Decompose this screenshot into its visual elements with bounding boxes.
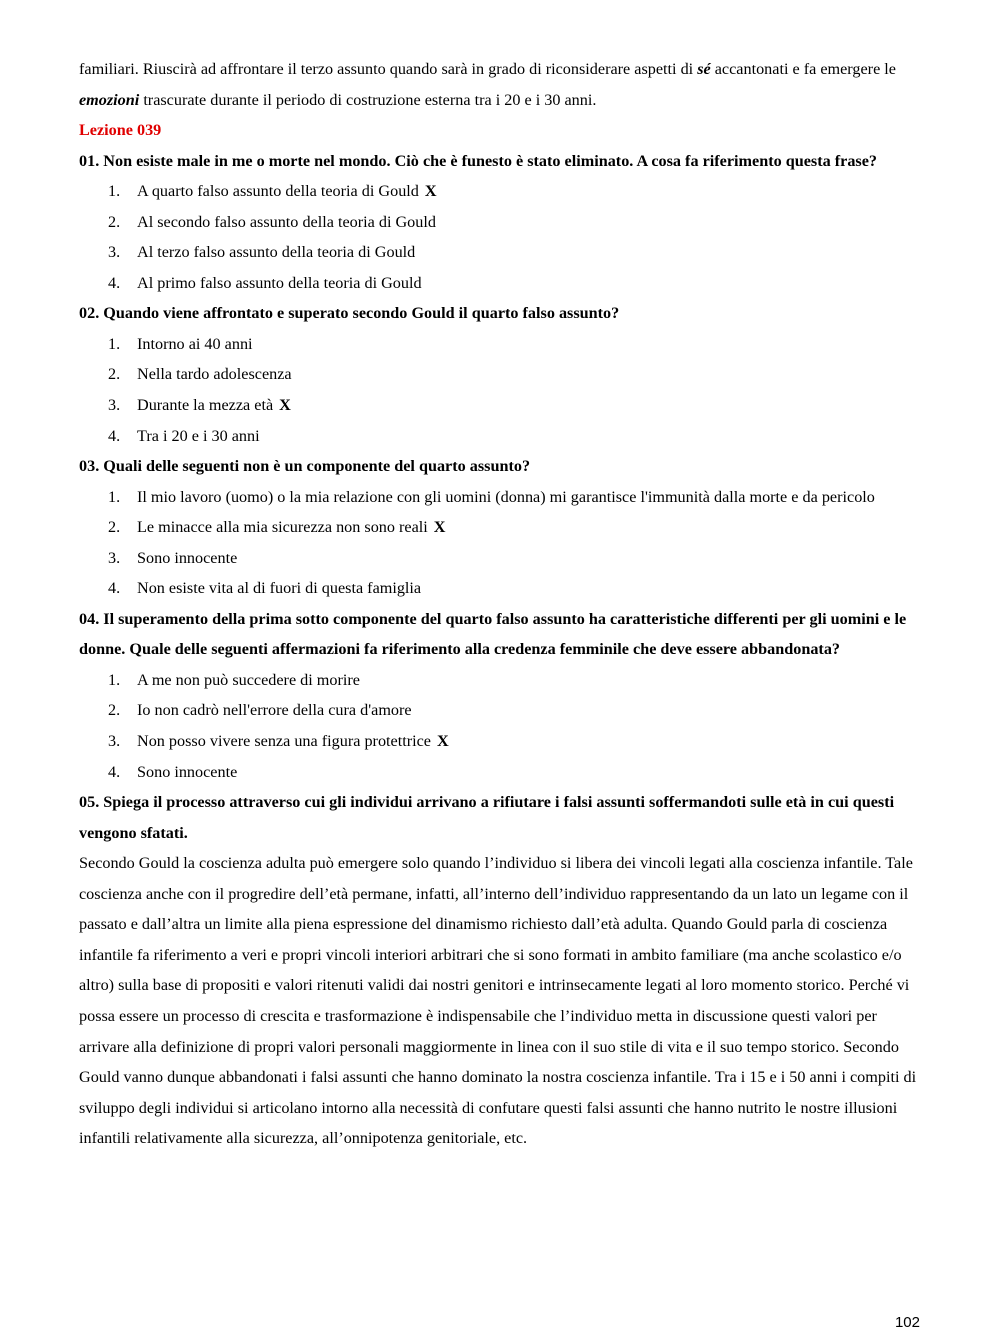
option-item bbox=[79, 757, 924, 788]
option-text: Sono innocente bbox=[137, 548, 238, 567]
option-text: Sono innocente bbox=[137, 762, 238, 781]
option-text: Il mio lavoro (uomo) o la mia relazione con gli uomini (donna) mi garantisce l'immunità dalla morte e da pericolo bbox=[137, 487, 875, 506]
option-number: 1. bbox=[108, 182, 121, 201]
correct-answer-mark: X bbox=[279, 396, 291, 415]
option-number: 3. bbox=[108, 732, 121, 751]
option-text: Durante la mezza età bbox=[137, 396, 274, 415]
open-question-answer: Secondo Gould la coscienza adulta può emergere solo quando l’individuo si libera dei vincoli legati alla coscienza infantile. Tale coscienza anche con il progredire dell’età permane, infatti, all’interno dell’individuo rappresentando da un lato un legame con il passato e dall’altra un limite alla piena espressione del dinamismo richiesto dall’età adulta. Quando Gould parla di coscienza infantile fa riferimento a veri e propri vincoli interiori arbitrari che si sono formati in ambito familiare (ma anche scolastico e/o altro) sulla base di propositi e valori ritenuti validi dai nostri genitori e intrinsecamente legati al loro momento storico. Perché vi possa essere un processo di crescita e trasformazione è indispensabile che l’individuo metta in discussione questi valori per arrivare alla definizione di propri valori personali maggiormente in linea con il suo stile di vita e il suo tempo storico. Secondo Gould vanno dunque abbandonati i falsi assunti che hanno dominato la nostra coscienza infantile. Tra i 15 e i 50 anni i compiti di sviluppo degli individui si articolano intorno alla necessità di confutare questi falsi assunti che hanno nutrito le nostre illusioni infantili relativamente alla sicurezza, all’onnipotenza genitoriale, etc. bbox=[79, 854, 917, 1148]
option-text: Intorno ai 40 anni bbox=[137, 334, 253, 353]
option-item bbox=[79, 665, 924, 696]
option-number: 1. bbox=[108, 487, 121, 506]
options-list bbox=[79, 482, 924, 604]
option-item bbox=[79, 726, 924, 757]
option-text: Non esiste vita al di fuori di questa famiglia bbox=[137, 579, 422, 598]
intro-emphasis-se: sé bbox=[697, 60, 711, 78]
document-page bbox=[79, 54, 924, 1154]
option-text: Al primo falso assunto della teoria di Gould bbox=[137, 273, 422, 292]
option-number: 4. bbox=[108, 273, 121, 292]
option-number: 4. bbox=[108, 426, 121, 445]
question-text: 01. Non esiste male in me o morte nel mondo. Ciò che è funesto è stato eliminato. A cosa fa riferimento questa frase? bbox=[79, 151, 877, 170]
intro-text-1: familiari. Riuscirà ad affrontare il terzo assunto quando sarà in grado di riconsiderare aspetti di bbox=[79, 60, 698, 78]
option-text: A quarto falso assunto della teoria di Gould bbox=[137, 182, 419, 201]
option-number: 2. bbox=[108, 212, 121, 231]
intro-emphasis-emozioni: emozioni bbox=[79, 90, 140, 109]
option-number: 3. bbox=[108, 548, 121, 567]
option-number: 2. bbox=[108, 701, 121, 720]
option-item bbox=[79, 512, 924, 543]
option-item bbox=[79, 268, 924, 299]
options-list bbox=[79, 329, 924, 451]
intro-paragraph bbox=[79, 54, 924, 115]
option-item bbox=[79, 421, 924, 452]
option-number: 3. bbox=[108, 396, 121, 415]
option-item bbox=[79, 390, 924, 421]
questions-list bbox=[79, 146, 924, 787]
open-question-text: 05. Spiega il processo attraverso cui gli individui arrivano a rifiutare i falsi assunti soffermandoti sulle età in cui questi vengono sfatati. bbox=[79, 793, 895, 842]
option-text: Al secondo falso assunto della teoria di Gould bbox=[137, 212, 436, 231]
option-text: Al terzo falso assunto della teoria di Gould bbox=[137, 243, 416, 262]
question-text: 03. Quali delle seguenti non è un componente del quarto assunto? bbox=[79, 457, 531, 476]
options-list bbox=[79, 176, 924, 298]
option-text: Tra i 20 e i 30 anni bbox=[137, 426, 260, 445]
correct-answer-mark: X bbox=[433, 518, 446, 537]
options-list bbox=[79, 665, 924, 787]
option-number: 2. bbox=[108, 518, 121, 537]
option-text: Non posso vivere senza una figura protettrice bbox=[137, 732, 431, 751]
intro-text-2: accantonati e fa emergere le bbox=[710, 60, 896, 78]
option-item bbox=[79, 176, 924, 207]
option-text: A me non può succedere di morire bbox=[137, 670, 360, 689]
option-item bbox=[79, 482, 924, 513]
page-number: 102 bbox=[894, 1314, 920, 1331]
option-item bbox=[79, 329, 924, 360]
option-text: Io non cadrò nell'errore della cura d'amore bbox=[137, 701, 412, 720]
question-text: 04. Il superamento della prima sotto componente del quarto falso assunto ha caratteristiche differenti per gli uomini e le donne. Quale delle seguenti affermazioni fa riferimento alla credenza femminile che deve essere abbandonata? bbox=[79, 609, 907, 659]
intro-text-3: trascurate durante il periodo di costruzione esterna tra i 20 e i 30 anni. bbox=[139, 90, 597, 109]
option-item bbox=[79, 695, 924, 726]
option-number: 4. bbox=[108, 579, 121, 598]
option-number: 2. bbox=[108, 365, 121, 384]
option-item bbox=[79, 207, 924, 238]
option-number: 4. bbox=[108, 762, 121, 781]
option-item bbox=[79, 237, 924, 268]
option-item bbox=[79, 543, 924, 574]
option-text: Nella tardo adolescenza bbox=[137, 365, 292, 384]
question-text: 02. Quando viene affrontato e superato secondo Gould il quarto falso assunto? bbox=[79, 304, 620, 323]
lesson-title: Lezione 039 bbox=[79, 121, 162, 140]
correct-answer-mark: X bbox=[424, 182, 437, 201]
option-number: 1. bbox=[108, 670, 121, 689]
option-item bbox=[79, 359, 924, 390]
option-item bbox=[79, 573, 924, 604]
correct-answer-mark: X bbox=[436, 732, 449, 751]
option-number: 1. bbox=[108, 334, 121, 353]
option-text: Le minacce alla mia sicurezza non sono reali bbox=[137, 518, 428, 537]
option-number: 3. bbox=[108, 243, 121, 262]
